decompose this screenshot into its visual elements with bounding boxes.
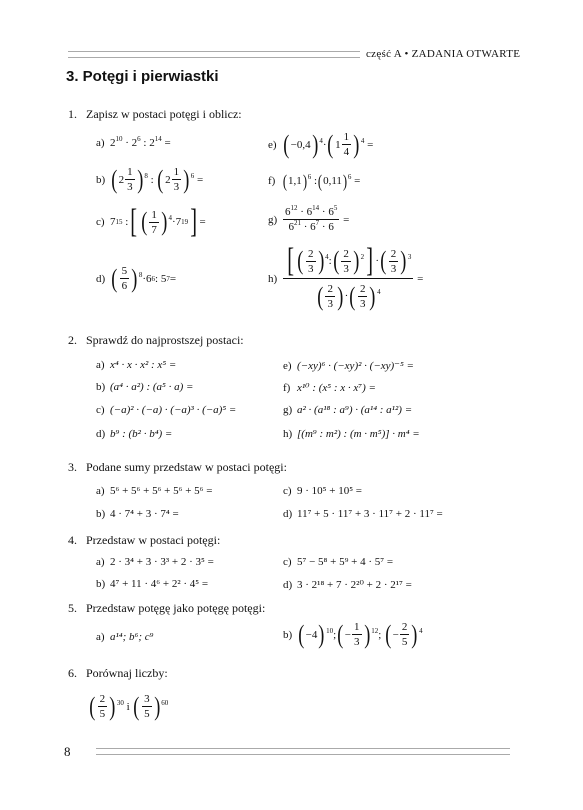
task-1d: d) ( $\frac{5}{6}$ ) 8 ·6 6 : 5 7 = — [96, 263, 177, 293]
task-2e: e) (−xy)⁶ · (−xy)² · (−xy)⁻⁵ = — [283, 360, 414, 372]
task-3: 3. Podane sumy przedstaw w postaci potęgi: — [68, 460, 287, 474]
task-2h: h) [(m⁹ : m²) : (m · m⁵)] · m⁴ = — [283, 428, 420, 440]
task-1a: a) $2^{10} \cdot 2^6$ : $2^{14}$ = — [96, 135, 171, 149]
task-1: 1. Zapisz w postaci potęgi i oblicz: — [68, 107, 242, 121]
task-5b: b) ( −4 ) 10 ; ( − $\frac{1}{3}$ ) 12 ; ( − $\frac{2}{5}$ ) 4 — [283, 619, 423, 649]
task-2f: f) x¹⁰ : (x⁵ : x · x⁷) = — [283, 382, 376, 394]
task-2g: g) a² · (a¹⁸ : a⁹) · (a¹⁴ : a¹²) = — [283, 404, 413, 416]
task-4b: b) 4⁷ + 11 · 4⁶ + 2² · 4⁵ = — [96, 578, 209, 590]
task-5a: a) a¹⁴; b⁶; c⁹ — [96, 631, 154, 643]
task-1f: f) ( 1,1 ) 6 : ( 0,11 ) 6 = — [268, 171, 361, 191]
task-2b: b) (a⁴ · a²) : (a⁵ · a) = — [96, 381, 194, 393]
task-1c: c) 7 15 : [ ( $\frac{1}{7}$ ) 4 ·7 19 ] = — [96, 203, 206, 240]
footer-rule — [96, 748, 510, 755]
task-3c: c) 9 · 10⁵ + 10⁵ = — [283, 485, 362, 497]
task-5: 5. Przedstaw potęgę jako potęgę potęgi: — [68, 601, 266, 615]
task-4c: c) 5⁷ − 5⁸ + 5⁹ + 4 · 5⁷ = — [283, 556, 394, 568]
task-3d: d) 11⁷ + 5 · 11⁷ + 3 · 11⁷ + 2 · 11⁷ = — [283, 508, 443, 520]
header-rule — [68, 51, 360, 58]
task-1e: e) ( −0,4 ) 4 · ( 1 $\frac{1}{4}$ ) 4 = — [268, 129, 374, 159]
task-3b: b) 4 · 7⁴ + 3 · 7⁴ = — [96, 508, 179, 520]
task-2c: c) (−a)² · (−a) · (−a)³ · (−a)⁵ = — [96, 404, 237, 416]
section-title: 3. Potęgi i pierwiastki — [66, 68, 219, 85]
task-2a: a) x⁴ · x · x² : x⁵ = — [96, 359, 177, 371]
task-1g: g) $\frac{6^{12} \cdot 6^{14} \cdot 6^5}{6^{21} \cdot 6^7 \cdot 6}$ = — [268, 204, 350, 233]
task-3a: a) 5⁶ + 5⁶ + 5⁶ + 5⁶ + 5⁶ = — [96, 485, 213, 497]
page-number: 8 — [64, 744, 71, 759]
task-4d: d) 3 · 2¹⁸ + 7 · 2²⁰ + 2 · 2¹⁷ = — [283, 579, 412, 591]
task-2: 2. Sprawdź do najprostszej postaci: — [68, 333, 244, 347]
task-6: 6. Porównaj liczby: — [68, 666, 168, 680]
task-4: 4. Przedstaw w postaci potęgi: — [68, 533, 221, 547]
task-1h: h) [ ( $\frac{2}{3}$ )$^4$:( $\frac{2}{3}$ )$^2$] ·( $\frac{2}{3}$ )$^3$ ( $\frac{2}{3}$ )·( $\frac{2}{3}$ )$^4$ = — [268, 242, 424, 311]
task-4a: a) 2 · 3⁴ + 3 · 3³ + 2 · 3⁵ = — [96, 556, 214, 568]
header-text: część A • ZADANIA OTWARTE — [366, 48, 521, 60]
task-6-expr: ( $\frac{2}{5}$ ) 30 i ( $\frac{3}{5}$ ) 60 — [89, 691, 169, 721]
task-1b: b) ( 2 $\frac{1}{3}$ ) 8 : ( 2 $\frac{1}{3}$ ) 6 = — [96, 164, 204, 194]
task-2d: d) b⁹ : (b² · b⁴) = — [96, 428, 173, 440]
